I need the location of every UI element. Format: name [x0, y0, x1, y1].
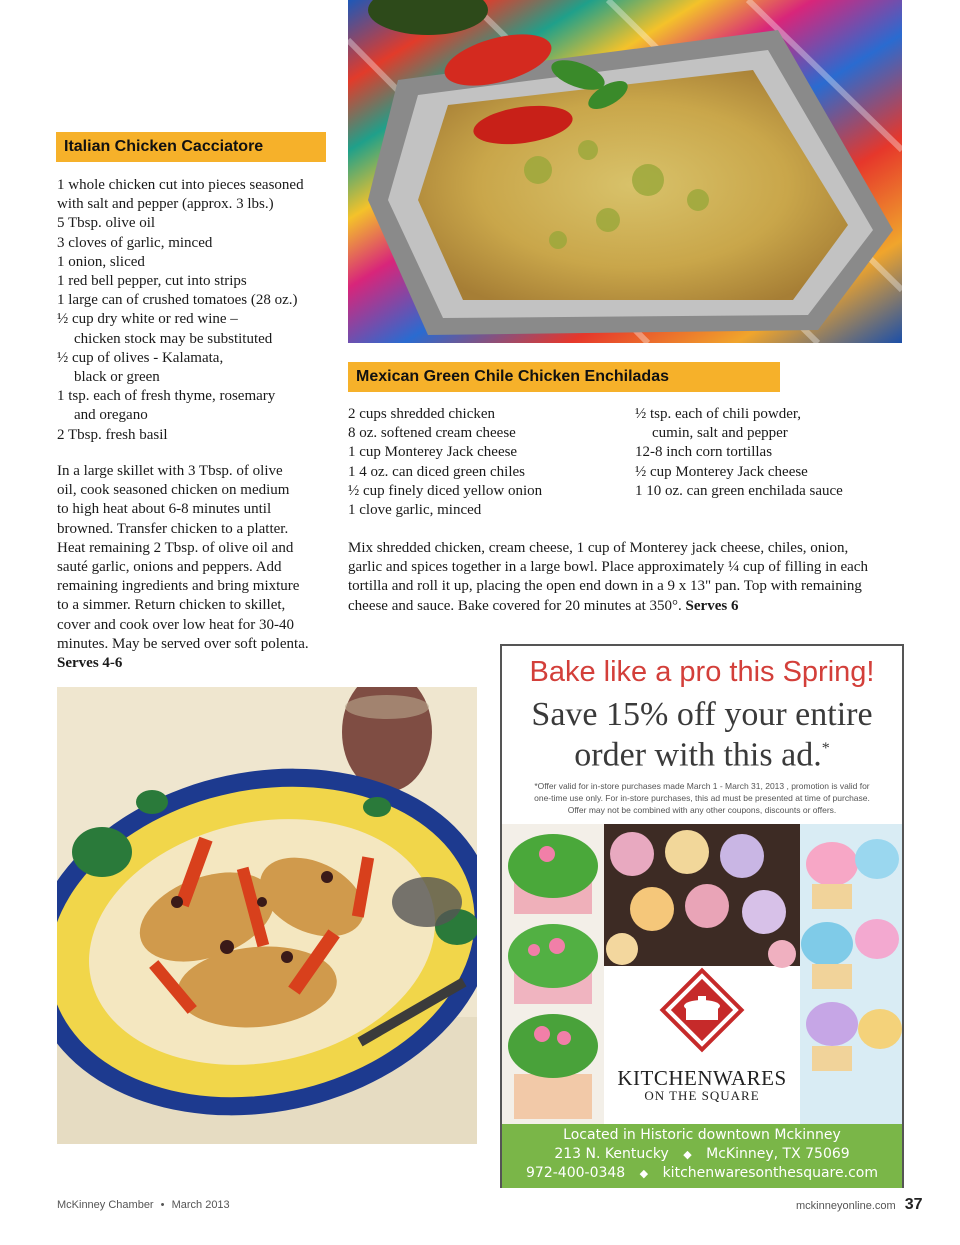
mexican-ingredients-left	[348, 405, 542, 520]
enchiladas-photo-art	[348, 0, 902, 343]
direction-line: Heat remaining 2 Tbsp. of olive oil and	[57, 539, 294, 556]
page-footer-left	[57, 1199, 230, 1211]
direction-line: browned. Transfer chicken to a platter.	[57, 520, 289, 537]
ingredient-line: 8 oz. softened cream cheese	[348, 425, 516, 442]
ad-address: 213 N. Kentucky	[554, 1146, 669, 1162]
ad-footer	[502, 1124, 902, 1188]
direction-line: In a large skillet with 3 Tbsp. of olive	[57, 463, 283, 479]
ingredient-line: 1 cup Monterey Jack cheese	[348, 444, 518, 461]
kitchenwares-ad	[500, 644, 904, 1188]
mexican-ingredients-right	[635, 405, 843, 501]
mexican-directions	[348, 539, 868, 616]
direction-line	[348, 597, 868, 616]
page-footer-right	[796, 1196, 923, 1214]
italian-serves: Serves 4-6	[57, 655, 123, 672]
ingredient-line: 1 4 oz. can diced green chiles	[348, 463, 526, 480]
direction-line: Mix shredded chicken, cream cheese, 1 cup of Monterey jack cheese, chiles, onion,	[348, 540, 849, 556]
cacciatore-photo	[57, 687, 477, 1144]
ad-address-line	[502, 1145, 902, 1164]
footer-date: March 2013	[171, 1199, 230, 1211]
direction-line: to high heat about 6-8 minutes until	[57, 501, 272, 518]
direction-line: tortilla and roll it up, placing the open end down in a 9 x 13" pan. Top with remaining	[348, 578, 862, 595]
footer-bullet: •	[160, 1199, 165, 1211]
ad-headline: Bake like a pro this Spring!	[529, 656, 875, 688]
italian-directions	[57, 462, 309, 673]
ingredient-line: 1 10 oz. can green enchilada sauce	[635, 482, 843, 499]
direction-line: sauté garlic, onions and peppers. Add	[57, 559, 282, 576]
ingredient-line: 1 tsp. each of fresh thyme, rosemary	[57, 388, 276, 405]
ingredient-line: 1 onion, sliced	[57, 253, 145, 270]
direction-line: minutes. May be served over soft polenta.	[57, 635, 309, 652]
enchiladas-photo	[348, 0, 902, 343]
ingredient-line: 1 large can of crushed tomatoes (28 oz.)	[57, 292, 298, 309]
ad-offer-line2-text: order with this ad.	[574, 736, 822, 774]
direction-line: cover and cook over low heat for 30-40	[57, 616, 294, 633]
ingredient-line: ½ cup Monterey Jack cheese	[635, 463, 808, 480]
ingredient-line: 3 cloves of garlic, minced	[57, 234, 213, 251]
ingredient-line: chicken stock may be substituted	[74, 330, 273, 347]
ingredient-line: 12-8 inch corn tortillas	[635, 444, 773, 461]
italian-recipe-title: Italian Chicken Cacciatore	[56, 132, 326, 162]
direction-line: remaining ingredients and bring mixture	[57, 578, 300, 595]
direction-line: to a simmer. Return chicken to skillet,	[57, 597, 286, 614]
direction-line: oil, cook seasoned chicken on medium	[57, 482, 290, 499]
ad-website[interactable]: kitchenwaresonthesquare.com	[662, 1165, 878, 1181]
mexican-recipe-title: Mexican Green Chile Chicken Enchiladas	[348, 362, 780, 392]
ingredient-line: 1 clove garlic, minced	[348, 502, 482, 519]
mexican-serves: Serves 6	[685, 597, 739, 614]
diamond-separator-icon: ◆	[639, 1167, 649, 1180]
ingredient-line: ½ cup of olives - Kalamata,	[57, 349, 224, 366]
footer-publication: McKinney Chamber	[57, 1199, 154, 1211]
ingredient-line: cumin, salt and pepper	[652, 425, 788, 442]
ad-phone: 972-400-0348	[526, 1165, 626, 1181]
ingredient-line: 1 red bell pepper, cut into strips	[57, 273, 247, 290]
ad-offer-line2	[502, 732, 902, 772]
ad-brand: KITCHENWARES	[617, 1066, 787, 1090]
direction-text: cheese and sauce. Bake covered for 20 minutes at 350°.	[348, 597, 682, 614]
fine-print-line: Offer may not be combined with any other coupons, discounts or offers.	[567, 805, 837, 815]
ingredient-line: ½ cup finely diced yellow onion	[348, 482, 543, 499]
ingredient-line: 2 Tbsp. fresh basil	[57, 426, 168, 443]
page-number: 37	[904, 1196, 923, 1213]
ingredient-line: 2 cups shredded chicken	[348, 406, 496, 422]
ad-contact-line	[502, 1164, 902, 1183]
ingredient-line: ½ cup dry white or red wine –	[57, 311, 238, 328]
ingredient-line: 1 whole chicken cut into pieces seasoned	[57, 177, 304, 193]
ad-fine-print	[502, 780, 902, 816]
footer-website[interactable]: mckinneyonline.com	[796, 1200, 896, 1212]
diamond-separator-icon: ◆	[683, 1148, 692, 1161]
italian-ingredients	[57, 176, 304, 445]
ingredient-line: with salt and pepper (approx. 3 lbs.)	[57, 196, 274, 213]
ingredient-line: and oregano	[74, 407, 148, 424]
ad-city: McKinney, TX 75069	[706, 1146, 850, 1162]
cacciatore-photo-art	[57, 687, 477, 1144]
ad-asterisk: *	[821, 740, 830, 757]
fine-print-line: one-time use only. For in-store purchases, this ad must be presented at time of purchase.	[534, 793, 870, 803]
ingredient-line: black or green	[74, 369, 160, 386]
direction-line: garlic and spices together in a large bowl. Place approximately ¼ cup of filling in each	[348, 559, 868, 576]
ingredient-line: 5 Tbsp. olive oil	[57, 215, 156, 232]
ad-location: Located in Historic downtown Mckinney	[563, 1127, 841, 1143]
ingredient-line: ½ tsp. each of chili powder,	[635, 406, 802, 422]
ad-brand-sub: ON THE SQUARE	[644, 1088, 760, 1103]
ad-offer-line1: Save 15% off your entire	[531, 696, 873, 733]
fine-print-line: *Offer valid for in-store purchases made March 1 - March 31, 2013 , promotion is valid for	[534, 781, 870, 791]
